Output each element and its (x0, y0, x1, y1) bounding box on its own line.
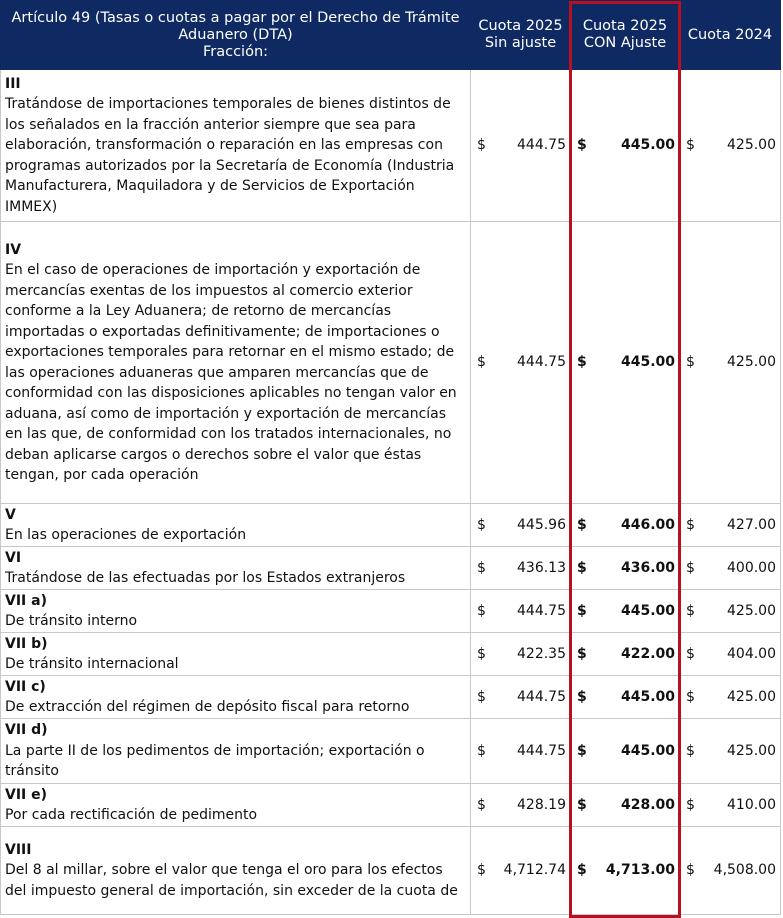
table-row (1, 633, 781, 676)
con-ajuste-value: 422.00 (620, 645, 675, 662)
sin-ajuste-cell (471, 547, 571, 590)
currency-symbol: $ (686, 516, 695, 533)
fraction-description: En las operaciones de exportación (5, 527, 247, 543)
sin-ajuste-value: 428.19 (517, 796, 566, 813)
fraction-cell (1, 719, 471, 784)
header-cuota-2024 (680, 1, 781, 70)
cuota-2024-value: 4,508.00 (713, 862, 776, 879)
cuota-2024-value: 425.00 (727, 688, 776, 705)
con-ajuste-cell (571, 504, 680, 547)
con-ajuste-cell (571, 222, 680, 504)
fraction-description: En el caso de operaciones de importación y exportación de mercancías exentas de los impuestos al comercio exterior conforme a la Ley Aduanera; de retorno de mercancías importadas o exportadas definitivamente; de importaciones o exportaciones temporales para retornar en el mismo estado; de las operaciones aduaneras que amparen mercancías que de conformidad con las disposiciones aplicables no tengan valor en aduana, así como de importación y exportación de mercancías en las que, de conformidad con los tratados internacionales, no deban aplicarse cargos o derechos sobre el valor que éstas tengan, por cada operación (5, 262, 457, 483)
currency-symbol: $ (477, 862, 486, 879)
sin-ajuste-cell (471, 676, 571, 719)
table-row (1, 784, 781, 827)
cuota-2024-cell (680, 222, 781, 504)
con-ajuste-value: 445.00 (620, 602, 675, 619)
con-ajuste-cell (571, 784, 680, 827)
fraction-number: V (5, 506, 16, 523)
table-row (1, 222, 781, 504)
table-row (1, 719, 781, 784)
currency-symbol: $ (686, 645, 695, 662)
fraction-number: VII c) (5, 678, 46, 695)
table-row (1, 827, 781, 915)
header-fraction-line2: Aduanero (DTA) (178, 26, 293, 43)
con-ajuste-value: 445.00 (620, 354, 675, 371)
currency-symbol: $ (477, 559, 486, 576)
fraction-description: La parte II de los pedimentos de importación; exportación o tránsito (5, 742, 425, 780)
con-ajuste-value: 446.00 (620, 516, 675, 533)
table-row (1, 547, 781, 590)
con-ajuste-cell (571, 547, 680, 590)
cuota-2024-cell (680, 70, 781, 222)
currency-symbol: $ (577, 742, 587, 759)
cuota-2024-cell (680, 633, 781, 676)
currency-symbol: $ (577, 645, 587, 662)
currency-symbol: $ (686, 137, 695, 154)
sin-ajuste-value: 422.35 (517, 645, 566, 662)
currency-symbol: $ (686, 688, 695, 705)
currency-symbol: $ (477, 137, 486, 154)
sin-ajuste-cell (471, 590, 571, 633)
fraction-number: III (5, 75, 21, 92)
cuota-2024-value: 425.00 (727, 602, 776, 619)
cuota-2024-cell (680, 719, 781, 784)
fraction-description: De tránsito interno (5, 613, 138, 629)
currency-symbol: $ (577, 688, 587, 705)
fraction-cell (1, 827, 471, 915)
cuota-2024-value: 425.00 (727, 354, 776, 371)
header-fraction-line3: Fracción: (202, 43, 269, 60)
currency-symbol: $ (477, 742, 486, 759)
sin-ajuste-cell (471, 70, 571, 222)
cuota-2024-cell (680, 547, 781, 590)
header-fraction-line1: Artículo 49 (Tasas o cuotas a pagar por el Derecho de Trámite (11, 9, 460, 26)
currency-symbol: $ (477, 516, 486, 533)
currency-symbol: $ (477, 602, 486, 619)
header-fraction (1, 1, 471, 70)
currency-symbol: $ (686, 862, 695, 879)
cuota-2024-cell (680, 590, 781, 633)
fraction-cell (1, 784, 471, 827)
sin-ajuste-cell (471, 633, 571, 676)
fraction-cell (1, 676, 471, 719)
currency-symbol: $ (577, 516, 587, 533)
header-sin-ajuste-line2: Sin ajuste (484, 35, 557, 51)
currency-symbol: $ (577, 559, 587, 576)
con-ajuste-cell (571, 827, 680, 915)
sin-ajuste-cell (471, 784, 571, 827)
fraction-number: VIII (5, 841, 32, 858)
fraction-cell (1, 70, 471, 222)
table-header-row (1, 1, 781, 70)
header-cuota-2024-label: Cuota 2024 (687, 26, 773, 43)
currency-symbol: $ (577, 796, 587, 813)
con-ajuste-cell (571, 719, 680, 784)
currency-symbol: $ (686, 796, 695, 813)
cuota-2024-value: 425.00 (727, 742, 776, 759)
con-ajuste-value: 445.00 (620, 137, 675, 154)
fraction-number: VII e) (5, 786, 48, 803)
cuota-2024-value: 427.00 (727, 516, 776, 533)
fraction-description: Tratándose de importaciones temporales de bienes distintos de los señalados en la fracción anterior siempre que sea para elaboración, transformación o reparación en las empresas con programas autorizados por la Secretaría de Economía (Industria Manufacturera, Maquiladora y de Servicios de Exportación IMMEX) (5, 96, 455, 215)
fraction-cell (1, 547, 471, 590)
cuota-2024-cell (680, 827, 781, 915)
table-row (1, 676, 781, 719)
fraction-cell (1, 222, 471, 504)
sin-ajuste-value: 444.75 (517, 137, 566, 154)
sin-ajuste-value: 444.75 (517, 742, 566, 759)
currency-symbol: $ (477, 796, 486, 813)
header-con-ajuste (571, 1, 680, 70)
currency-symbol: $ (577, 354, 587, 371)
table-row (1, 504, 781, 547)
sin-ajuste-value: 4,712.74 (503, 862, 566, 879)
header-con-ajuste-line1: Cuota 2025 (582, 18, 668, 34)
cuota-2024-value: 404.00 (727, 645, 776, 662)
sin-ajuste-value: 436.13 (517, 559, 566, 576)
sin-ajuste-cell (471, 827, 571, 915)
fraction-cell (1, 504, 471, 547)
cuota-2024-cell (680, 784, 781, 827)
con-ajuste-cell (571, 70, 680, 222)
header-con-ajuste-line2: CON Ajuste (583, 35, 667, 51)
table-row (1, 590, 781, 633)
fraction-cell (1, 633, 471, 676)
con-ajuste-value: 436.00 (620, 559, 675, 576)
cuota-2024-cell (680, 676, 781, 719)
fraction-description: Tratándose de las efectuadas por los Estados extranjeros (5, 570, 406, 586)
sin-ajuste-value: 444.75 (517, 354, 566, 371)
fraction-cell (1, 590, 471, 633)
table-row (1, 70, 781, 222)
header-sin-ajuste (471, 1, 571, 70)
con-ajuste-value: 428.00 (620, 796, 675, 813)
fraction-number: VII d) (5, 722, 48, 739)
currency-symbol: $ (686, 742, 695, 759)
cuota-2024-cell (680, 504, 781, 547)
con-ajuste-cell (571, 590, 680, 633)
fraction-description: Por cada rectificación de pedimento (5, 807, 258, 823)
con-ajuste-value: 4,713.00 (605, 862, 675, 879)
sin-ajuste-value: 444.75 (517, 688, 566, 705)
fraction-number: VII a) (5, 592, 47, 609)
header-sin-ajuste-line1: Cuota 2025 (478, 18, 563, 34)
fraction-description: De tránsito internacional (5, 656, 179, 672)
cuota-2024-value: 400.00 (727, 559, 776, 576)
sin-ajuste-cell (471, 719, 571, 784)
fraction-number: VI (5, 549, 22, 566)
fraction-number: IV (5, 241, 22, 258)
fraction-description: De extracción del régimen de depósito fiscal para retorno (5, 699, 410, 715)
sin-ajuste-value: 445.96 (517, 516, 566, 533)
con-ajuste-cell (571, 676, 680, 719)
sin-ajuste-cell (471, 222, 571, 504)
currency-symbol: $ (577, 862, 587, 879)
currency-symbol: $ (577, 602, 587, 619)
cuota-2024-value: 425.00 (727, 137, 776, 154)
currency-symbol: $ (477, 354, 486, 371)
currency-symbol: $ (686, 559, 695, 576)
sin-ajuste-cell (471, 504, 571, 547)
con-ajuste-cell (571, 633, 680, 676)
fraction-description: Del 8 al millar, sobre el valor que tenga el oro para los efectos del impuesto general de importación, sin exceder de la cuota de (5, 862, 458, 899)
con-ajuste-value: 445.00 (620, 742, 675, 759)
currency-symbol: $ (477, 688, 486, 705)
cuota-2024-value: 410.00 (727, 796, 776, 813)
currency-symbol: $ (477, 645, 486, 662)
currency-symbol: $ (686, 354, 695, 371)
fraction-number: VII b) (5, 635, 48, 652)
sin-ajuste-value: 444.75 (517, 602, 566, 619)
currency-symbol: $ (577, 137, 587, 154)
con-ajuste-value: 445.00 (620, 688, 675, 705)
currency-symbol: $ (686, 602, 695, 619)
